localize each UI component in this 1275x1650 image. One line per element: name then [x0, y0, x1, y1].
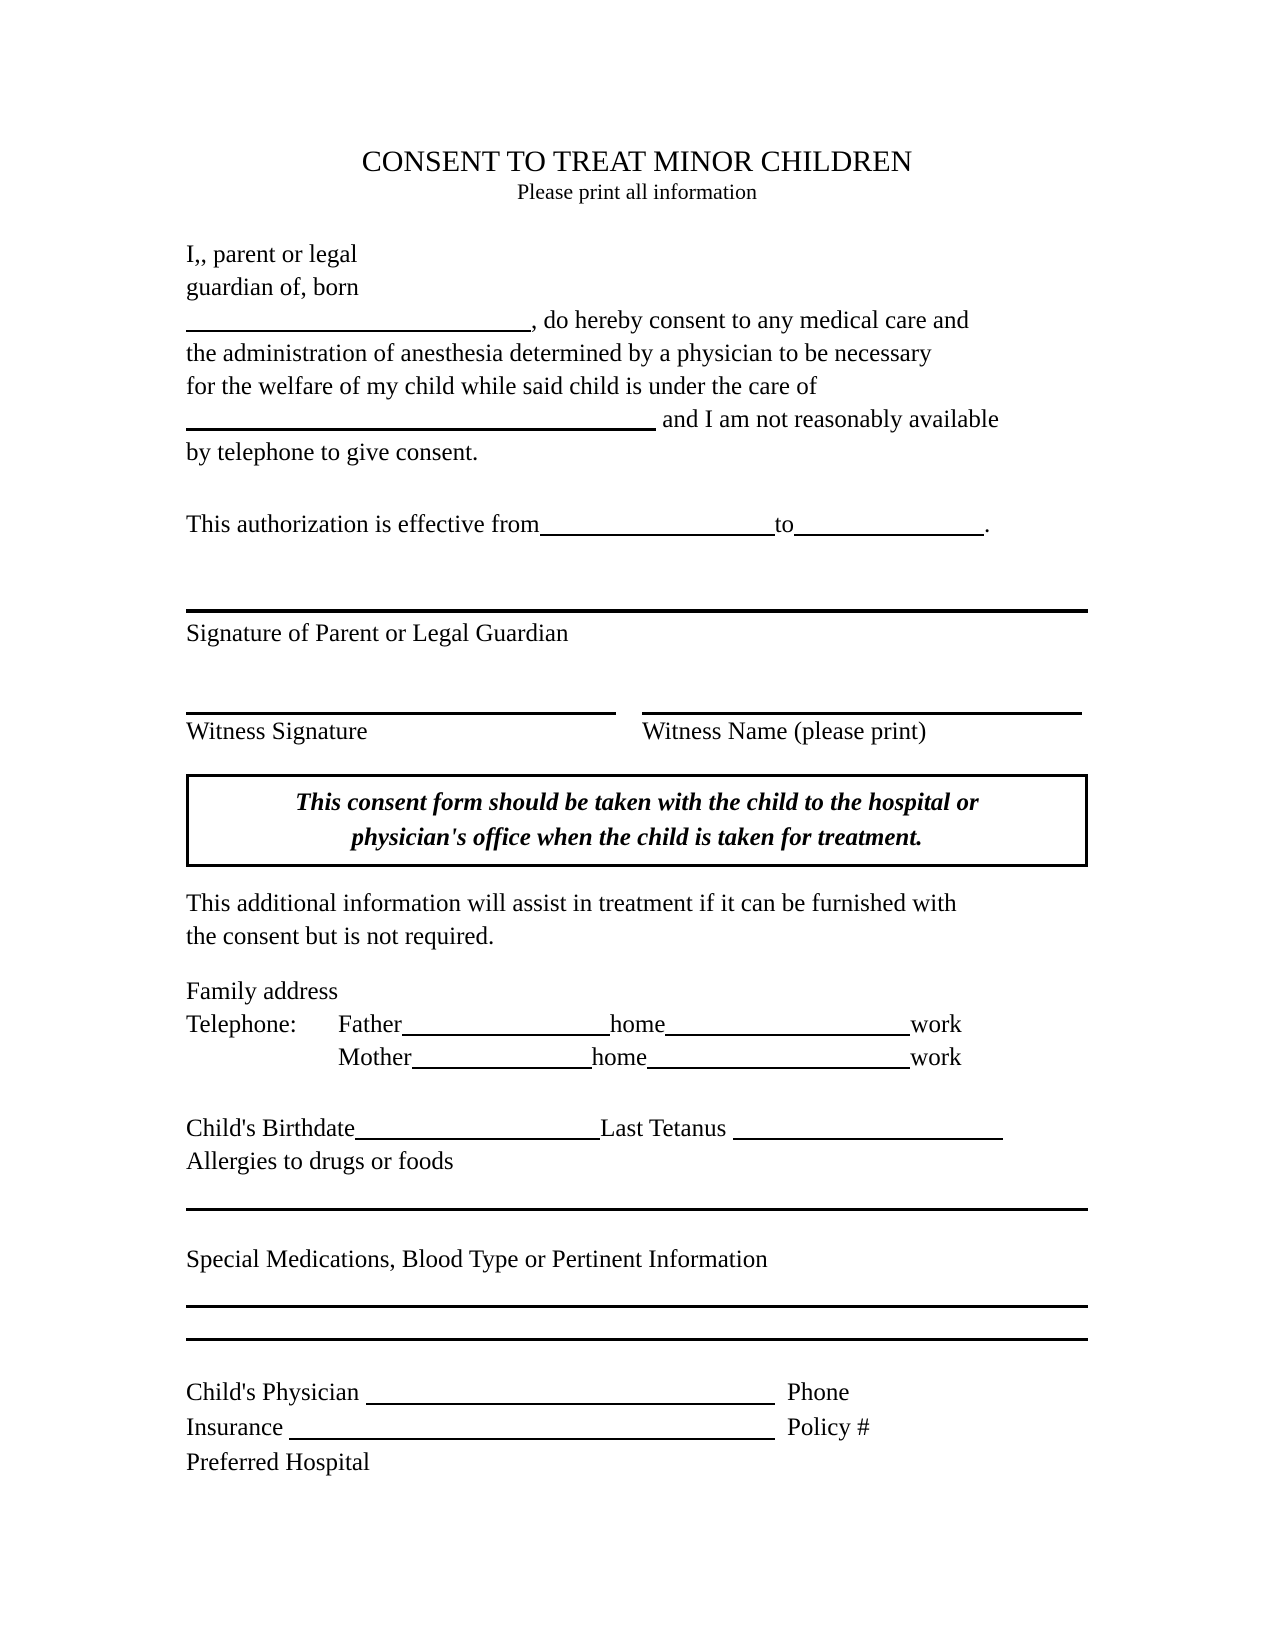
notice-line-2: physician's office when the child is taken for treatment. — [351, 824, 923, 851]
consent-line-6 — [186, 403, 1088, 436]
policy-number-label: Policy # — [787, 1414, 876, 1441]
effective-from-blank[interactable] — [540, 508, 775, 536]
additional-info-line-2 — [186, 920, 1088, 953]
consent-line-5-text: for the welfare of my child while said child is under the care of — [186, 373, 818, 400]
special-medications-line-2[interactable] — [186, 1338, 1088, 1341]
telephone-father-row — [186, 1008, 1088, 1041]
signature-label-row — [186, 617, 1088, 650]
insurance-label: Insurance — [186, 1414, 290, 1441]
consent-line-7-text: by telephone to give consent. — [186, 439, 479, 466]
consent-line-7 — [186, 436, 1088, 469]
mother-label: Mother — [338, 1044, 412, 1071]
physician-left-segment — [186, 1375, 787, 1410]
form-subtitle: Please print all information — [516, 179, 758, 204]
consent-line-3-post: , do hereby consent to any medical care and — [531, 307, 970, 334]
witness-name-label: Witness Name (please print) — [642, 718, 927, 745]
telephone-label: Telephone: — [186, 1011, 310, 1038]
mother-home-label: home — [591, 1044, 648, 1071]
father-home-phone-blank[interactable] — [402, 1008, 610, 1036]
witness-signature-column — [186, 712, 616, 748]
family-address-row — [186, 975, 1088, 1008]
witness-signature-label-row — [186, 715, 616, 748]
caregiver-name-blank[interactable] — [186, 403, 656, 431]
witness-name-column — [642, 712, 1082, 748]
childs-birthdate-blank[interactable] — [355, 1112, 600, 1140]
preferred-hospital-row — [186, 1445, 1088, 1480]
signature-label: Signature of Parent or Legal Guardian — [186, 620, 569, 647]
authorization-to: to — [774, 511, 795, 538]
additional-info-line-1 — [186, 887, 1088, 920]
insurance-row — [186, 1410, 1088, 1445]
special-medications-label: Special Medications, Blood Type or Pertinent Information — [186, 1246, 768, 1273]
father-work-phone-blank[interactable] — [665, 1008, 910, 1036]
allergies-overflow-line[interactable] — [186, 1208, 1088, 1211]
birthdate-row — [186, 1112, 1088, 1145]
insurance-blank[interactable] — [289, 1410, 775, 1440]
mother-work-label: work — [910, 1044, 962, 1071]
additional-info-text — [186, 887, 1088, 953]
notice-box — [186, 774, 1088, 867]
physician-row — [186, 1375, 1088, 1410]
consent-line-6-post: and I am not reasonably available — [656, 406, 999, 433]
phone-label: Phone — [787, 1379, 850, 1406]
birthdate-blank[interactable] — [186, 304, 531, 332]
consent-line-2-post: , born — [300, 274, 359, 301]
last-tetanus-label: Last Tetanus — [600, 1115, 733, 1142]
consent-paragraph — [186, 238, 1088, 469]
allergies-row — [186, 1145, 1088, 1178]
additional-info-line-2-text: the consent but is not required. — [186, 923, 495, 950]
authorization-row — [186, 508, 1088, 541]
special-medications-line-1[interactable] — [186, 1305, 1088, 1308]
special-medications-row — [186, 1243, 1088, 1276]
form-title: CONSENT TO TREAT MINOR CHILDREN — [361, 145, 913, 178]
telephone-indent — [186, 1041, 338, 1074]
consent-line-2-pre: guardian of — [186, 274, 301, 301]
consent-line-1-pre: I, — [186, 241, 201, 268]
last-tetanus-blank[interactable] — [733, 1112, 1003, 1140]
consent-line-5 — [186, 370, 1088, 403]
father-label: Father — [338, 1011, 402, 1038]
notice-line-1: This consent form should be taken with the child to the hospital or — [295, 789, 979, 816]
mother-work-phone-blank[interactable] — [647, 1041, 910, 1069]
insurance-left-segment — [186, 1410, 787, 1445]
consent-line-4 — [186, 337, 1088, 370]
preferred-hospital-label: Preferred Hospital — [186, 1449, 377, 1476]
parent-signature-line[interactable] — [186, 609, 1088, 613]
telephone-mother-row — [186, 1041, 1088, 1074]
family-address-label: Family address — [186, 978, 345, 1005]
authorization-pre: This authorization is effective from — [186, 511, 540, 538]
allergies-label: Allergies to drugs or foods — [186, 1148, 460, 1175]
father-work-label: work — [910, 1011, 962, 1038]
consent-line-1-post: , parent or legal — [200, 241, 358, 268]
consent-line-3 — [186, 304, 1088, 337]
childs-physician-blank[interactable] — [366, 1375, 775, 1405]
witness-section — [186, 712, 1088, 748]
witness-signature-label: Witness Signature — [186, 718, 368, 745]
authorization-period: . — [984, 511, 991, 538]
mother-home-phone-blank[interactable] — [412, 1041, 592, 1069]
witness-name-label-row — [642, 715, 1082, 748]
consent-line-1 — [186, 238, 1088, 271]
effective-to-blank[interactable] — [794, 508, 984, 536]
childs-physician-label: Child's Physician — [186, 1379, 366, 1406]
childs-birthdate-label: Child's Birthdate — [186, 1115, 356, 1142]
father-home-label: home — [609, 1011, 666, 1038]
additional-info-line-1-text: This additional information will assist in treatment if it can be furnished with — [186, 890, 957, 917]
consent-line-2 — [186, 271, 1088, 304]
consent-line-4-text: the administration of anesthesia determined by a physician to be necessary — [186, 340, 932, 367]
